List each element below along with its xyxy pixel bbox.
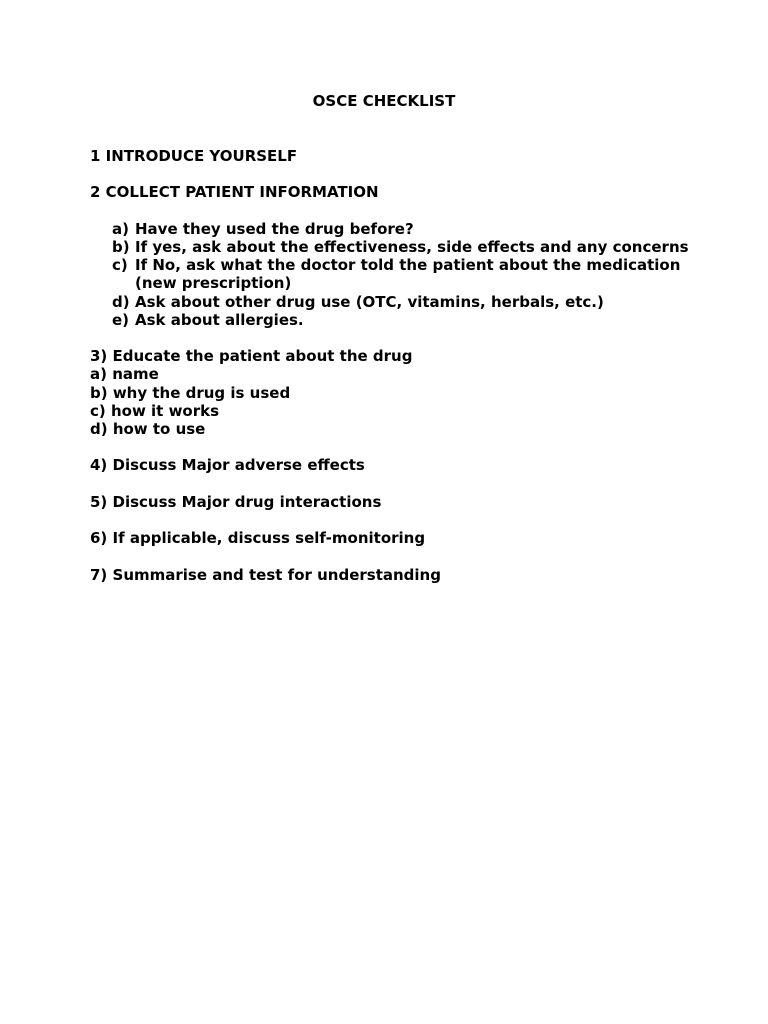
- spacer: [90, 547, 690, 565]
- list-marker: c): [112, 256, 128, 275]
- step-4-adverse-effects: 4) Discuss Major adverse effects: [90, 456, 365, 475]
- list-item-text: Ask about allergies.: [135, 310, 304, 329]
- step-5-drug-interactions: 5) Discuss Major drug interactions: [90, 492, 382, 511]
- step-3-item-d: d) how to use: [90, 420, 206, 438]
- step-2-item-a: [90, 220, 690, 238]
- step-2-item-e: [90, 311, 690, 329]
- list-marker: a): [112, 219, 129, 238]
- step-3-heading: 3) Educate the patient about the drug: [90, 347, 413, 366]
- list-marker: e): [112, 310, 130, 329]
- step-7-summarise: 7) Summarise and test for understanding: [90, 565, 441, 584]
- list-marker: b): [112, 237, 130, 256]
- step-1-introduce: 1 INTRODUCE YOURSELF: [90, 147, 298, 165]
- list-item-text: If No, ask what the doctor told the patient about the medication (new prescription): [135, 256, 681, 293]
- step-2-item-b: [90, 238, 690, 256]
- list-item-text: Ask about other drug use (OTC, vitamins, herbals, etc.): [135, 292, 604, 311]
- document-title: OSCE CHECKLIST: [312, 92, 456, 110]
- step-2-item-c: [90, 256, 690, 292]
- list-item-text: If yes, ask about the effectiveness, side effects and any concerns: [135, 237, 689, 256]
- spacer: [90, 202, 690, 220]
- step-2-heading: 2 COLLECT PATIENT INFORMATION: [90, 183, 379, 202]
- spacer: [90, 165, 690, 183]
- step-3-item-a: a) name: [90, 365, 159, 384]
- step-2-list: [90, 220, 690, 329]
- list-marker: d): [112, 292, 130, 311]
- step-6-self-monitoring: 6) If applicable, discuss self-monitoring: [90, 529, 426, 548]
- spacer: [90, 329, 690, 347]
- step-2-item-d: [90, 293, 690, 311]
- list-item-text: Have they used the drug before?: [135, 219, 414, 238]
- spacer: [90, 438, 690, 456]
- checklist-body: [90, 147, 690, 584]
- spacer: [90, 475, 690, 493]
- step-3-item-b: b) why the drug is used: [90, 383, 291, 402]
- spacer: [90, 511, 690, 529]
- step-3-item-c: c) how it works: [90, 401, 220, 420]
